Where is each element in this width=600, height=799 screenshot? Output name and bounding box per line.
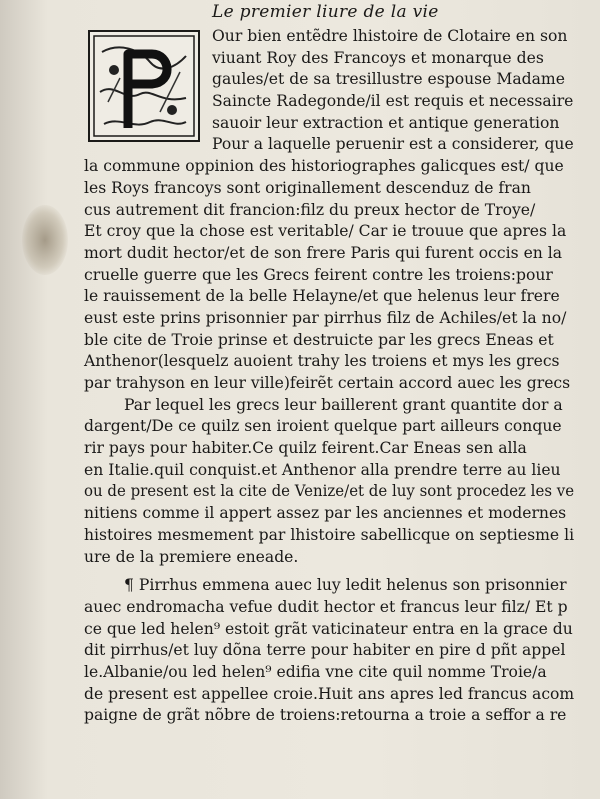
text-line: ure de la premiere eneade.	[84, 547, 299, 566]
paragraph-gap	[84, 568, 574, 575]
running-title: Le premier liure de la vie	[212, 2, 439, 22]
text-line: viuant Roy des Francoys et monarque des	[212, 48, 544, 67]
text-line: ¶ Pirrhus emmena auec luy ledit helenus son prisonnier	[124, 576, 567, 595]
body-text	[84, 26, 574, 727]
text-line: par trahyson en leur ville)feirẽt certain accord auec les grecs	[84, 374, 571, 392]
text-line: cruelle guerre que les Grecs feirent contre les troiens:pour	[84, 265, 553, 284]
text-line: le rauissement de la belle Helayne/et que helenus leur frere	[84, 287, 560, 306]
text-line: le.Albanie/ou led helen⁹ edifia vne cite quil nomme Troie/a	[84, 662, 547, 681]
text-line: dargent/De ce quilz sen iroient quelque part ailleurs conque	[84, 417, 562, 436]
text-line: nitiens comme il appert assez par les anciennes et modernes	[84, 504, 567, 523]
text-line: Et croy que la chose est veritable/ Car ie trouue que apres la	[84, 222, 567, 241]
text-line: cus autrement dit francion:filz du preux hector de Troye/	[84, 200, 536, 219]
text-line: dit pirrhus/et luy dõna terre pour habiter en pire d pñt appel	[84, 641, 566, 660]
text-line: gaules/et de sa tresillustre espouse Madame	[212, 70, 565, 89]
text-line: Saincte Radegonde/il est requis et necessaire	[212, 92, 574, 111]
text-line: la commune oppinion des historiographes galicques est/ que	[84, 157, 564, 176]
text-line: auec endromacha vefue dudit hector et francus leur filz/ Et p	[84, 597, 568, 616]
text-line: ou de present est la cite de Venize/et de luy sont procedez les ve	[84, 482, 575, 501]
text-line: mort dudit hector/et de son frere Paris qui furent occis en la	[84, 243, 563, 262]
text-line: en Italie.quil conquist.et Anthenor alla prendre terre au lieu	[84, 460, 561, 479]
text-line: Anthenor(lesquelz auoient trahy les troiens et mys les grecs	[84, 352, 560, 371]
text-line: histoires mesmement par lhistoire sabellicque on septiesme li	[84, 525, 575, 544]
text-line: les Roys francoys sont originallement descenduz de fran	[84, 178, 531, 197]
text-line: de present est appellee croie.Huit ans apres led francus acom	[84, 684, 575, 703]
text-line: Par lequel les grecs leur baillerent grant quantite dor a	[124, 395, 563, 414]
text-line: eust este prins prisonnier par pirrhus filz de Achiles/et la no/	[84, 308, 567, 327]
text-line: paigne de grãt nõbre de troiens:retourna a troie a seffor a re	[84, 706, 567, 725]
text-line: Our bien entẽdre lhistoire de Clotaire en son	[212, 27, 568, 45]
text-line: ble cite de Troie prinse et destruicte par les grecs Eneas et	[84, 330, 554, 349]
page-stain	[22, 205, 68, 275]
text-line: ce que led helen⁹ estoit grãt vaticinateur entra en la grace du	[84, 619, 573, 638]
text-line: rir pays pour habiter.Ce quilz feirent.Car Eneas sen alla	[84, 439, 527, 458]
text-line: sauoir leur extraction et antique generation	[212, 113, 560, 132]
text-line: Pour a laquelle peruenir est a considerer, que	[212, 135, 574, 154]
